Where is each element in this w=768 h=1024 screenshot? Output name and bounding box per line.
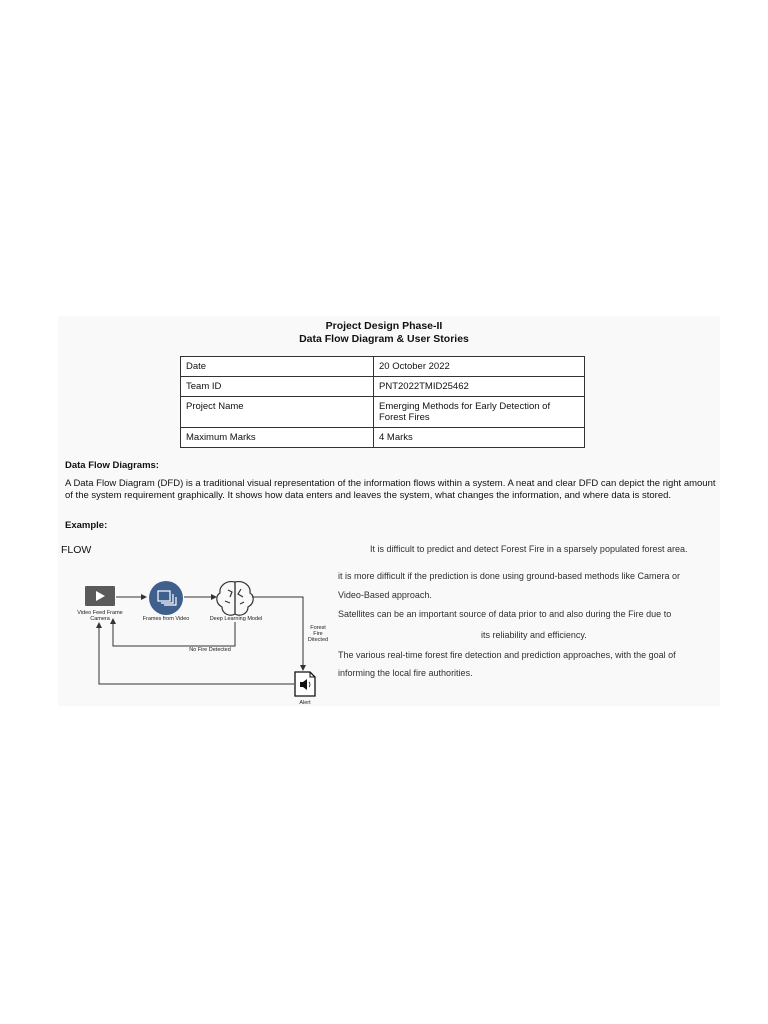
description-line: its reliability and efficiency. [481,630,587,640]
table-row [181,357,585,377]
dfd-description: A Data Flow Diagram (DFD) is a traditional visual representation of the information flows within a system. A neat and clear DFD can depict the right amount of the system requirement graphically. It shows how data enters and leaves the system, what changes the information, and where data is stored. [65,478,716,501]
alert-loop-arrow [99,623,294,684]
fire-detected-label: Ditected [307,637,329,643]
camera-label: Video Feed Frame [77,610,123,616]
data-flow-diagram [60,570,330,710]
description-line: The various real-time forest fire detection and prediction approaches, with the goal of [338,650,676,660]
fire-detected-label: Forest [310,625,326,631]
fire-detected-label: Fire [313,631,323,637]
table-row [181,377,585,397]
model-label: Deep Learning Model [209,616,263,622]
date-label: Date [181,357,374,377]
project-name-value: Emerging Methods for Early Detection of Forest Fires [374,397,585,428]
frames-stack-icon [149,581,183,615]
description-line: it is more difficult if the prediction is done using ground-based methods like Camera or [338,571,681,581]
speaker-document-icon [295,672,315,696]
description-line: It is difficult to predict and detect Forest Fire in a sparsely populated forest area. [370,544,688,554]
brain-icon [217,582,253,616]
maximum-marks-value: 4 Marks [374,428,585,448]
description-line: Satellites can be an important source of data prior to and also during the Fire due to [338,609,672,619]
maximum-marks-label: Maximum Marks [181,428,374,448]
flow-label: FLOW [61,544,92,556]
flow-arrow [252,597,303,670]
project-name-label: Project Name [181,397,374,428]
description-line: Video-Based approach. [338,590,432,600]
project-details-table [180,356,585,448]
dfd-heading: Data Flow Diagrams: [65,460,159,471]
table-row [181,428,585,448]
no-fire-label: No Fire Detected [189,647,231,653]
document-subtitle: Data Flow Diagram & User Stories [299,333,469,345]
date-value: 20 October 2022 [374,357,585,377]
frames-label: Frames from Video [142,616,190,622]
team-id-value: PNT2022TMID25462 [374,377,585,397]
table-row [181,397,585,428]
play-icon [85,586,115,606]
team-id-label: Team ID [181,377,374,397]
document-title: Project Design Phase-II [325,320,443,332]
alert-label: Alert [299,700,311,706]
description-line: informing the local fire authorities. [338,668,473,678]
camera-label: Camera [90,616,110,622]
no-fire-loop-arrow [113,619,235,646]
example-heading: Example: [65,520,108,531]
